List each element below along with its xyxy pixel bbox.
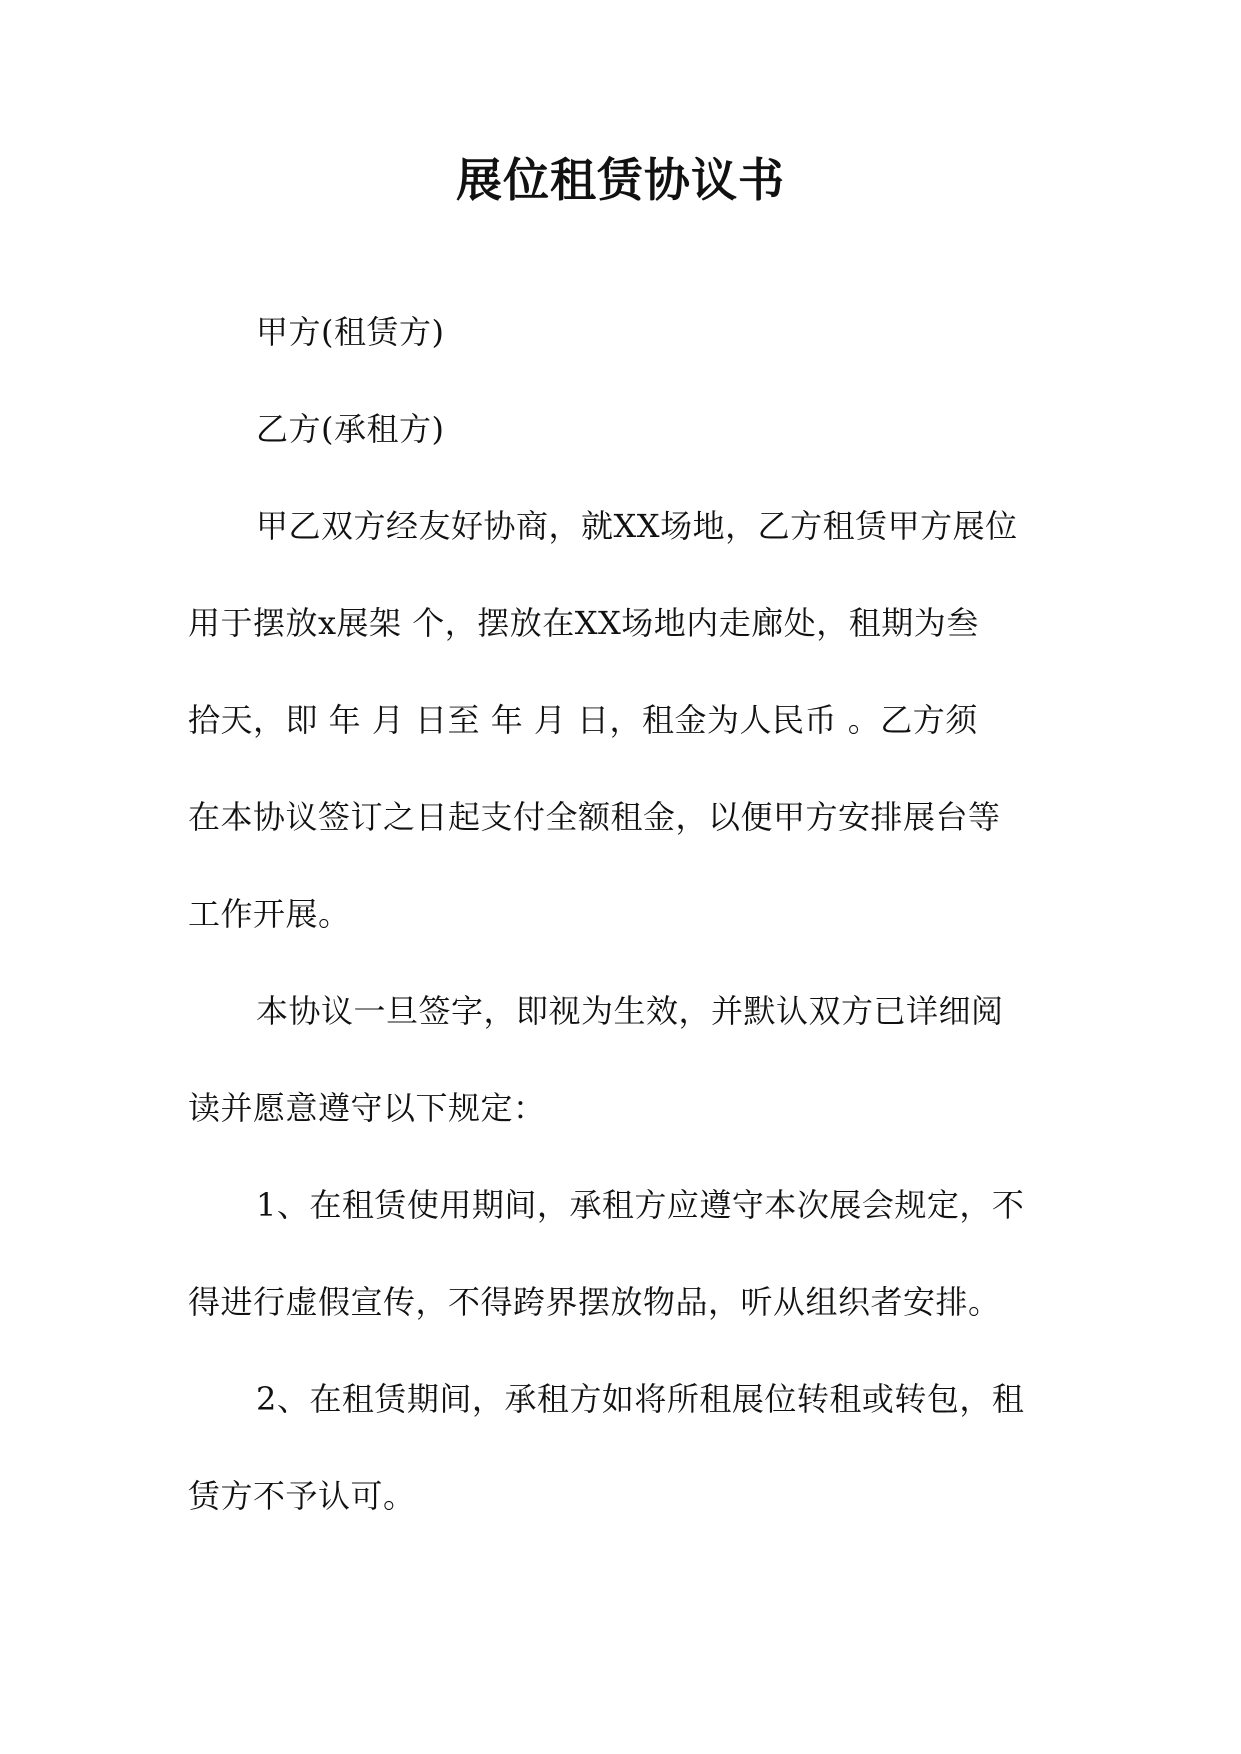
paragraph-1-line-3: 拾天，即 年 月 日至 年 月 日，租金为人民币 。乙方须 xyxy=(188,701,978,739)
party-a-line: 甲方(租赁方) xyxy=(256,313,445,351)
paragraph-1-line-1: 甲乙双方经友好协商，就XX场地，乙方租赁甲方展位 xyxy=(256,507,1018,545)
paragraph-2-line-2: 读并愿意遵守以下规定： xyxy=(188,1089,546,1127)
paragraph-2-line-1: 本协议一旦签字，即视为生效，并默认双方已详细阅 xyxy=(256,992,1004,1030)
clause-1-line-1: 1、在租赁使用期间，承租方应遵守本次展会规定，不 xyxy=(256,1186,1025,1224)
party-b-line: 乙方(承租方) xyxy=(256,410,445,448)
paragraph-1-line-5: 工作开展。 xyxy=(188,895,351,933)
document-title: 展位租赁协议书 xyxy=(456,153,785,207)
paragraph-1-line-2: 用于摆放x展架 个，摆放在XX场地内走廊处，租期为叁 xyxy=(188,604,979,642)
clause-2-line-1: 2、在租赁期间，承租方如将所租展位转租或转包，租 xyxy=(256,1380,1025,1418)
paragraph-1-line-4: 在本协议签订之日起支付全额租金，以便甲方安排展台等 xyxy=(188,798,1001,836)
clause-1-line-2: 得进行虚假宣传，不得跨界摆放物品，听从组织者安排。 xyxy=(188,1283,1001,1321)
clause-2-line-2: 赁方不予认可。 xyxy=(188,1477,416,1515)
